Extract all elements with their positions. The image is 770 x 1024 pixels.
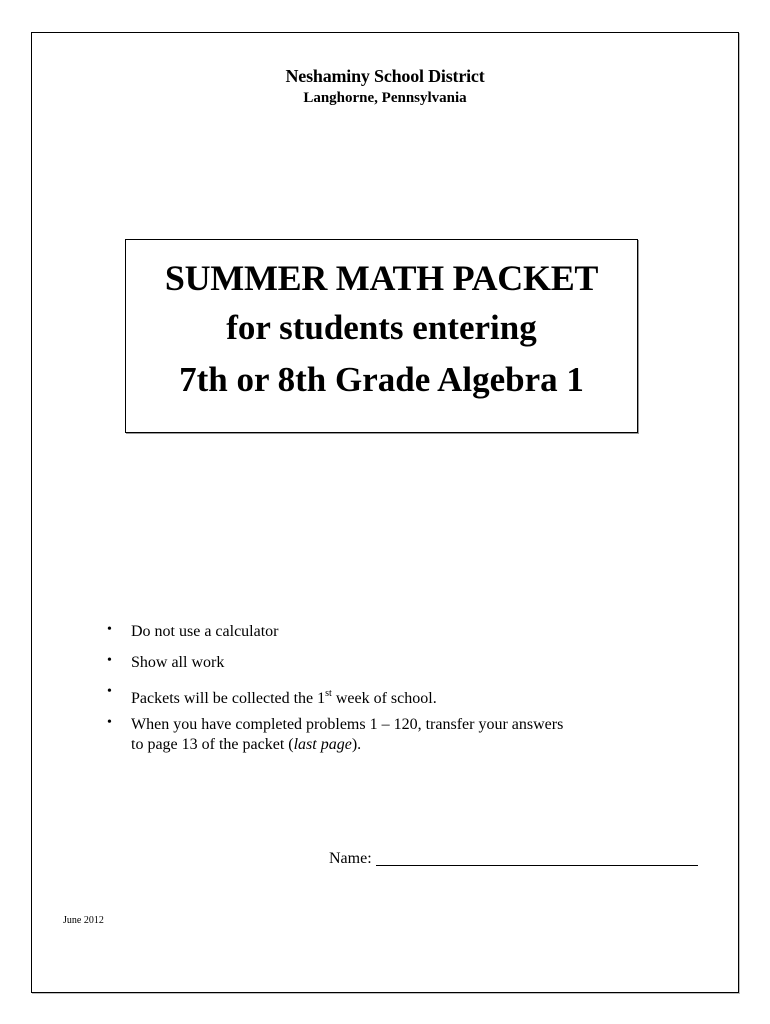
- district-location: Langhorne, Pennsylvania: [303, 90, 467, 106]
- bullet-icon: •: [107, 622, 112, 637]
- instruction-text: Do not use a calculator: [131, 623, 279, 640]
- title-line-2: for students entering: [226, 308, 537, 347]
- bullet-icon: •: [107, 715, 112, 730]
- instruction-text-italic: last page: [293, 736, 352, 753]
- ordinal-superscript: st: [325, 688, 332, 699]
- instruction-text-part: week of school.: [331, 690, 437, 707]
- instruction-text: [131, 715, 563, 755]
- instruction-text-line: When you have completed problems 1 – 120, transfer your answers: [131, 716, 564, 733]
- name-field: [329, 850, 698, 868]
- instruction-text-part: to page 13 of the packet (: [131, 736, 294, 753]
- instruction-text-part: ).: [351, 736, 362, 753]
- instruction-text: [131, 684, 437, 709]
- instruction-text: Show all work: [131, 654, 225, 671]
- title-box: [125, 239, 638, 433]
- title-line-3: 7th or 8th Grade Algebra 1: [179, 360, 584, 399]
- name-blank-line[interactable]: [376, 864, 698, 866]
- page-border: [31, 32, 739, 993]
- title-line-1: SUMMER MATH PACKET: [164, 258, 599, 298]
- district-name: Neshaminy School District: [285, 66, 485, 86]
- footer-date: June 2012: [63, 915, 104, 926]
- bullet-icon: •: [107, 653, 112, 668]
- bullet-icon: •: [107, 684, 112, 699]
- instruction-text-part: Packets will be collected the 1: [131, 690, 326, 707]
- name-label: Name:: [329, 850, 372, 867]
